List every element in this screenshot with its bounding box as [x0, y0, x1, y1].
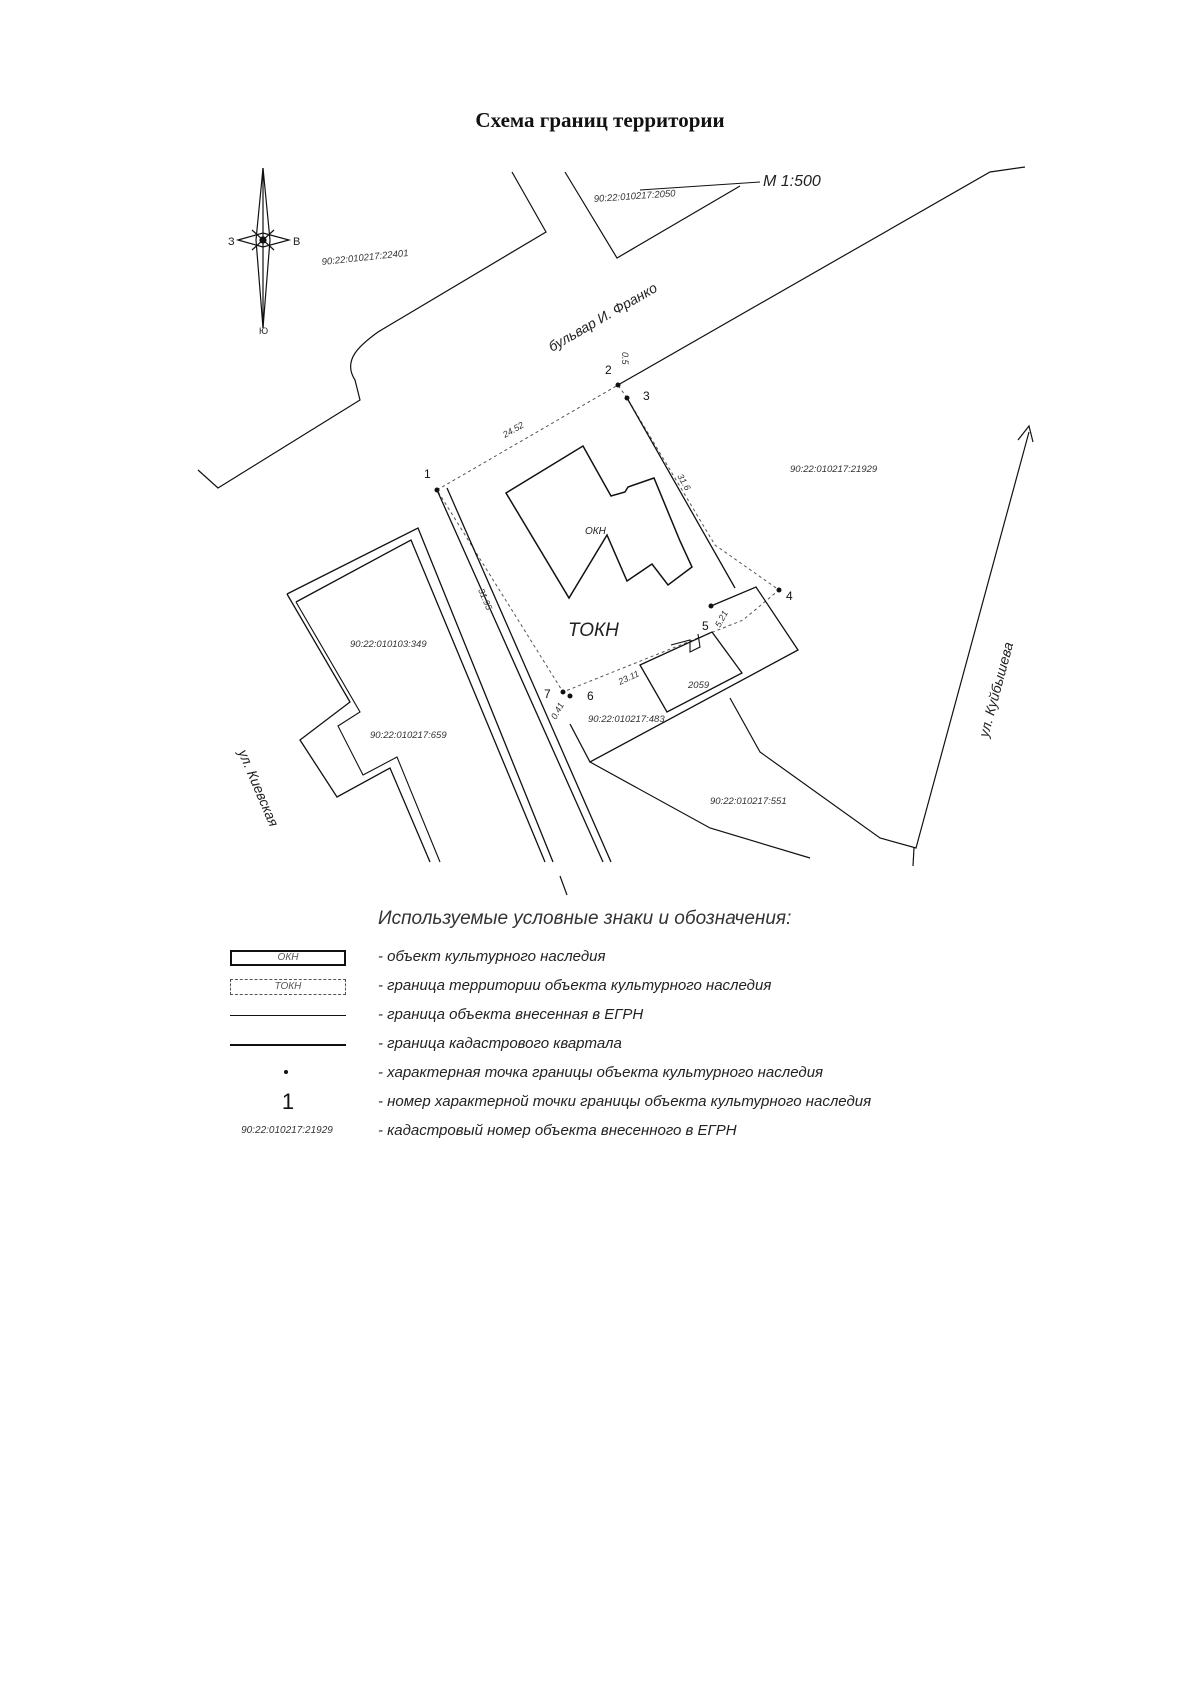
legend-symbol-tokn: [200, 973, 358, 1001]
point-1-marker: [435, 488, 440, 493]
legend-desc-cadastral-number: - кадастровый номер объекта внесенного в ЕГРН: [378, 1122, 737, 1139]
legend-symbol-okn: [200, 944, 358, 972]
map-stub-bottom: [560, 876, 567, 895]
legend-item-point: [200, 1060, 1020, 1088]
point-5-marker: [709, 604, 714, 609]
legend-desc-tokn: - граница территории объекта культурного наследия: [378, 977, 772, 994]
legend-item-point-number: [200, 1089, 1020, 1117]
legend-desc-point-number: - номер характерной точки границы объекта культурного наследия: [378, 1093, 872, 1110]
compass-west: З: [228, 236, 235, 248]
legend-desc-okn: - объект культурного наследия: [378, 948, 606, 965]
parcel-boundary-551-bottom: [590, 762, 810, 858]
point-1-label: 1: [424, 467, 431, 481]
okn-symbol: ОКН: [230, 950, 346, 966]
distance-4-5: 5.21: [712, 608, 730, 629]
point-3-marker: [625, 396, 630, 401]
characteristic-points: [435, 383, 782, 699]
tokn-label: ТОКН: [568, 620, 619, 641]
street-label-kievskaya: ул. Киевская: [235, 746, 283, 829]
tokn-symbol: ТОКН: [230, 979, 346, 995]
point-7-label: 7: [544, 687, 551, 701]
cadastral-label-483: 90:22:010217:483: [588, 714, 665, 725]
point-2-marker: [616, 383, 621, 388]
compass-east: В: [293, 236, 301, 248]
legend-symbol-egrn-boundary: [200, 1002, 358, 1030]
building-2059: [640, 632, 742, 712]
parcel-boundary-483: [570, 587, 798, 762]
parcel-boundary-stub: [913, 848, 914, 866]
thick-line-symbol: [230, 1044, 346, 1046]
distance-5-6: 23.11: [616, 668, 641, 687]
point-number-symbol: 1: [281, 1089, 295, 1114]
distance-3-4: 31.6: [675, 472, 693, 493]
legend-item-cadastral-number: [200, 1118, 1020, 1146]
parcel-boundary-3-4: [627, 398, 735, 588]
legend-item-egrn-boundary: [200, 1002, 1020, 1030]
line-symbol: [230, 1015, 346, 1016]
legend-symbol-quarter-boundary: [200, 1031, 358, 1059]
distance-7-1: 31.95: [476, 586, 495, 612]
parcel-boundary-551-right: [730, 432, 1029, 848]
compass-south: Ю: [259, 326, 269, 336]
distance-2-3: 0.5: [620, 352, 630, 365]
legend-symbol-point-number: [200, 1089, 358, 1117]
distance-1-2: 24.52: [501, 419, 526, 440]
legend-desc-point: - характерная точка границы объекта культурного наследия: [378, 1064, 824, 1081]
parcel-boundary-top-left: [198, 172, 546, 488]
legend-title: Используемые условные знаки и обозначения:: [378, 908, 792, 929]
legend-item-tokn: [200, 973, 1020, 1001]
distance-6-7: 0.41: [548, 700, 566, 721]
page-title: Схема границ территории: [475, 108, 725, 132]
okn-building: [506, 446, 692, 598]
point-5-label: 5: [702, 619, 709, 633]
point-4-label: 4: [786, 589, 793, 603]
point-7-marker: [561, 690, 566, 695]
cadastral-label-22401: 90:22:010217:22401: [321, 247, 410, 268]
point-6-label: 6: [587, 689, 594, 703]
okn-label: ОКН: [585, 526, 606, 537]
cadastral-label-659: 90:22:010217:659: [370, 730, 447, 741]
point-3-label: 3: [643, 389, 650, 403]
building-2059-label: 2059: [688, 680, 710, 691]
cadastral-label-21929: 90:22:010217:21929: [790, 464, 878, 475]
legend-symbol-point: [200, 1060, 358, 1088]
scale-label: М 1:500: [763, 173, 821, 190]
cadastral-label-349: 90:22:010103:349: [350, 639, 427, 650]
compass-rose-icon: [238, 168, 289, 328]
point-6-marker: [568, 694, 573, 699]
arrow-icon: [1018, 426, 1033, 442]
cadastral-number-symbol: 90:22:010217:21929: [241, 1125, 333, 1136]
legend-desc-quarter-boundary: - граница кадастрового квартала: [378, 1035, 622, 1052]
road-edge-kievskaya-a: [437, 490, 603, 862]
legend-desc-egrn-boundary: - граница объекта внесенная в ЕГРН: [378, 1006, 644, 1023]
road-edge-right: [618, 167, 1025, 385]
road-edge-kievskaya-b: [447, 488, 611, 862]
legend-symbol-cadastral-number: [200, 1118, 358, 1146]
street-label-franko: бульвар И. Франко: [545, 279, 660, 355]
cadastral-label-551: 90:22:010217:551: [710, 796, 787, 807]
legend-item-okn: [200, 944, 1020, 972]
parcel-boundary-659-outer: [287, 594, 430, 862]
point-2-label: 2: [605, 363, 612, 377]
cadastral-label-2050: 90:22:010217:2050: [593, 188, 676, 205]
street-label-kuibysheva: ул. Куйбышева: [975, 640, 1017, 739]
point-4-marker: [777, 588, 782, 593]
dot-icon: [284, 1070, 288, 1074]
legend-item-quarter-boundary: [200, 1031, 1020, 1059]
